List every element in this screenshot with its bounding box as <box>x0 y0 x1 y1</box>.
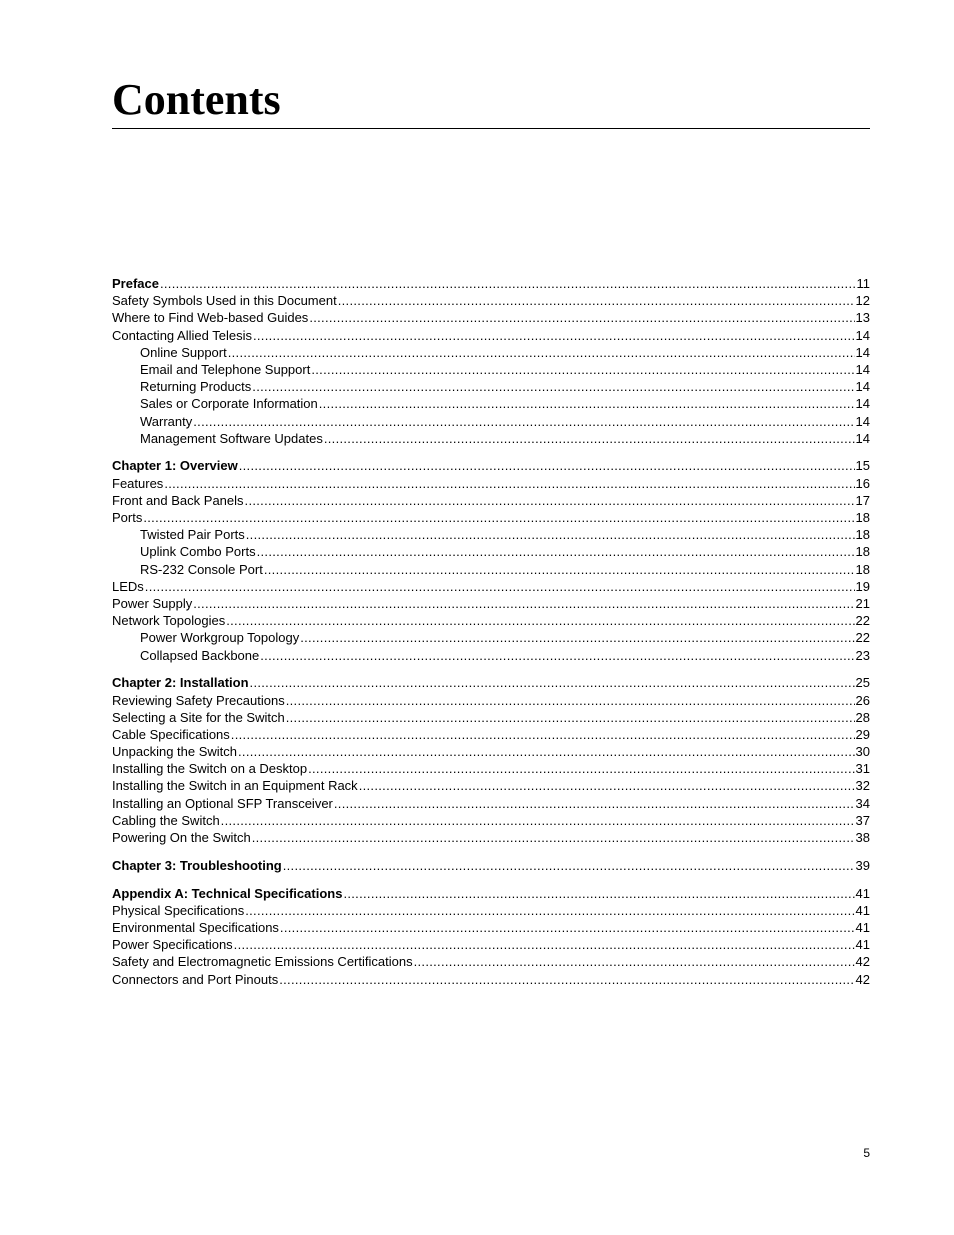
toc-entry-title: Chapter 3: Troubleshooting <box>112 857 282 873</box>
toc-entry-page: 41 <box>855 902 870 918</box>
toc-dot-leader <box>252 378 854 395</box>
toc-dot-leader <box>338 292 855 309</box>
toc-entry-page: 17 <box>855 492 870 508</box>
toc-dot-leader <box>253 327 855 344</box>
toc-entry-title: Safety Symbols Used in this Document <box>112 293 337 309</box>
toc-entry-page: 41 <box>855 885 870 901</box>
toc-entry-title: Front and Back Panels <box>112 492 244 508</box>
toc-entry[interactable] <box>112 936 870 953</box>
toc-entry-title: Cable Specifications <box>112 726 230 742</box>
toc-dot-leader <box>279 971 854 988</box>
toc-entry-page: 34 <box>855 795 870 811</box>
toc-entry-title: Power Workgroup Topology <box>140 630 300 646</box>
toc-entry-title: Power Specifications <box>112 937 233 953</box>
toc-entry-title: Cabling the Switch <box>112 812 220 828</box>
toc-entry-page: 14 <box>855 413 870 429</box>
toc-entry-title: Installing the Switch in an Equipment Rack <box>112 778 358 794</box>
toc-entry[interactable] <box>112 595 870 612</box>
toc-dot-leader <box>319 395 855 412</box>
toc-entry-page: 14 <box>855 361 870 377</box>
toc-entry[interactable] <box>112 413 870 430</box>
toc-entry[interactable] <box>112 971 870 988</box>
toc-entry[interactable] <box>112 692 870 709</box>
toc-chapter-entry[interactable] <box>112 457 870 474</box>
toc-chapter-entry[interactable] <box>112 674 870 691</box>
toc-entry-page: 14 <box>855 430 870 446</box>
toc-entry-page: 28 <box>855 709 870 725</box>
toc-entry-page: 30 <box>855 744 870 760</box>
toc-entry[interactable] <box>112 395 870 412</box>
toc-entry-title: Warranty <box>140 413 193 429</box>
toc-entry-page: 21 <box>855 595 870 611</box>
toc-dot-leader <box>286 709 855 726</box>
toc-entry[interactable] <box>112 726 870 743</box>
toc-entry[interactable] <box>112 475 870 492</box>
toc-entry[interactable] <box>112 709 870 726</box>
toc-entry-title: Features <box>112 475 164 491</box>
toc-dot-leader <box>245 902 854 919</box>
toc-entry[interactable] <box>112 829 870 846</box>
toc-entry-page: 23 <box>855 647 870 663</box>
toc-dot-leader <box>343 885 854 902</box>
toc-dot-leader <box>414 953 855 970</box>
toc-entry-title: Unpacking the Switch <box>112 744 238 760</box>
toc-entry-title: Sales or Corporate Information <box>140 396 318 412</box>
toc-dot-leader <box>238 743 855 760</box>
toc-entry-title: Collapsed Backbone <box>140 647 260 663</box>
toc-entry-title: Preface <box>112 276 159 291</box>
toc-entry[interactable] <box>112 578 870 595</box>
toc-dot-leader <box>250 674 855 691</box>
toc-entry-page: 29 <box>855 726 870 742</box>
toc-chapter-entry[interactable] <box>112 275 870 292</box>
toc-dot-leader <box>300 629 854 646</box>
toc-dot-leader <box>221 812 855 829</box>
toc-entry-page: 14 <box>855 396 870 412</box>
toc-entry[interactable] <box>112 378 870 395</box>
toc-entry-title: Installing an Optional SFP Transceiver <box>112 795 333 811</box>
toc-entry-page: 16 <box>855 475 870 491</box>
toc-entry[interactable] <box>112 292 870 309</box>
toc-entry-title: Selecting a Site for the Switch <box>112 709 285 725</box>
toc-dot-leader <box>246 526 855 543</box>
toc-entry-page: 41 <box>855 919 870 935</box>
toc-entry-page: 19 <box>855 578 870 594</box>
toc-entry[interactable] <box>112 777 870 794</box>
toc-dot-leader <box>311 361 854 378</box>
toc-entry-title: Email and Telephone Support <box>140 361 311 377</box>
toc-entry[interactable] <box>112 795 870 812</box>
toc-entry[interactable] <box>112 509 870 526</box>
toc-entry[interactable] <box>112 543 870 560</box>
toc-dot-leader <box>359 777 855 794</box>
toc-entry[interactable] <box>112 902 870 919</box>
toc-dot-leader <box>286 692 855 709</box>
toc-entry[interactable] <box>112 361 870 378</box>
toc-entry[interactable] <box>112 953 870 970</box>
toc-dot-leader <box>245 492 855 509</box>
toc-dot-leader <box>239 457 855 474</box>
toc-entry-page: 25 <box>855 675 870 691</box>
toc-entry-title: Where to Find Web-based Guides <box>112 310 309 326</box>
toc-chapter-entry[interactable] <box>112 885 870 902</box>
toc-dot-leader <box>334 795 855 812</box>
toc-entry[interactable] <box>112 647 870 664</box>
toc-entry-title: Power Supply <box>112 595 193 611</box>
toc-chapter-entry[interactable] <box>112 857 870 874</box>
toc-entry-page: 39 <box>855 857 870 873</box>
toc-entry-page: 38 <box>855 830 870 845</box>
toc-entry[interactable] <box>112 812 870 829</box>
toc-dot-leader <box>164 475 854 492</box>
toc-dot-leader <box>193 595 854 612</box>
toc-dot-leader <box>145 578 855 595</box>
toc-entry-page: 42 <box>855 954 870 970</box>
toc-entry[interactable] <box>112 344 870 361</box>
toc-entry-title: Chapter 2: Installation <box>112 675 249 691</box>
toc-entry[interactable] <box>112 327 870 344</box>
table-of-contents <box>112 275 870 988</box>
toc-entry[interactable] <box>112 919 870 936</box>
toc-entry-page: 32 <box>855 778 870 794</box>
toc-dot-leader <box>231 726 855 743</box>
toc-entry-page: 11 <box>856 276 870 291</box>
title-divider <box>112 128 870 129</box>
toc-entry-page: 13 <box>855 310 870 326</box>
toc-entry-title: Returning Products <box>140 379 252 395</box>
toc-entry-page: 12 <box>855 293 870 309</box>
page-title: Contents <box>112 75 281 124</box>
toc-dot-leader <box>160 275 856 292</box>
toc-entry-title: Powering On the Switch <box>112 830 251 845</box>
toc-entry[interactable] <box>112 526 870 543</box>
toc-dot-leader <box>264 561 855 578</box>
toc-entry[interactable] <box>112 743 870 760</box>
toc-entry-page: 14 <box>855 344 870 360</box>
toc-entry[interactable] <box>112 492 870 509</box>
toc-dot-leader <box>324 430 855 447</box>
toc-entry-title: RS-232 Console Port <box>140 561 263 577</box>
toc-entry-page: 42 <box>855 971 870 987</box>
toc-entry-page: 41 <box>855 937 870 953</box>
toc-entry-title: Physical Specifications <box>112 902 245 918</box>
toc-entry-page: 18 <box>855 544 870 560</box>
toc-entry-page: 15 <box>855 458 870 474</box>
toc-entry[interactable] <box>112 629 870 646</box>
toc-entry-title: Management Software Updates <box>140 430 323 446</box>
toc-entry-page: 18 <box>855 510 870 526</box>
toc-entry-page: 26 <box>855 692 870 708</box>
page-number: 5 <box>863 1146 870 1160</box>
toc-entry-title: Appendix A: Technical Specifications <box>112 885 343 901</box>
toc-entry[interactable] <box>112 309 870 326</box>
toc-dot-leader <box>260 647 854 664</box>
toc-dot-leader <box>143 509 854 526</box>
toc-entry-title: Environmental Specifications <box>112 919 279 935</box>
toc-entry-page: 14 <box>855 379 870 395</box>
toc-entry-title: LEDs <box>112 578 144 594</box>
toc-entry-title: Contacting Allied Telesis <box>112 327 252 343</box>
toc-entry[interactable] <box>112 612 870 629</box>
toc-entry-page: 31 <box>855 761 870 777</box>
toc-entry-title: Online Support <box>140 344 227 360</box>
toc-entry[interactable] <box>112 430 870 447</box>
toc-entry-title: Safety and Electromagnetic Emissions Certifications <box>112 954 413 970</box>
toc-entry-page: 14 <box>855 327 870 343</box>
toc-dot-leader <box>234 936 855 953</box>
toc-entry-page: 22 <box>855 630 870 646</box>
toc-entry-title: Twisted Pair Ports <box>140 527 245 543</box>
toc-entry-title: Uplink Combo Ports <box>140 544 256 560</box>
toc-entry-page: 22 <box>855 613 870 629</box>
toc-dot-leader <box>228 344 855 361</box>
toc-dot-leader <box>257 543 855 560</box>
toc-dot-leader <box>309 309 854 326</box>
toc-entry-page: 37 <box>855 812 870 828</box>
toc-dot-leader <box>283 857 855 874</box>
toc-entry[interactable] <box>112 561 870 578</box>
toc-entry-title: Installing the Switch on a Desktop <box>112 761 308 777</box>
toc-entry[interactable] <box>112 760 870 777</box>
toc-entry-title: Connectors and Port Pinouts <box>112 971 279 987</box>
toc-entry-title: Ports <box>112 510 143 526</box>
toc-entry-title: Network Topologies <box>112 613 226 629</box>
toc-dot-leader <box>226 612 854 629</box>
toc-dot-leader <box>280 919 855 936</box>
toc-dot-leader <box>308 760 854 777</box>
toc-dot-leader <box>252 829 855 846</box>
toc-entry-title: Reviewing Safety Precautions <box>112 692 285 708</box>
toc-entry-page: 18 <box>855 527 870 543</box>
toc-dot-leader <box>193 413 854 430</box>
toc-entry-page: 18 <box>855 561 870 577</box>
toc-entry-title: Chapter 1: Overview <box>112 458 238 474</box>
